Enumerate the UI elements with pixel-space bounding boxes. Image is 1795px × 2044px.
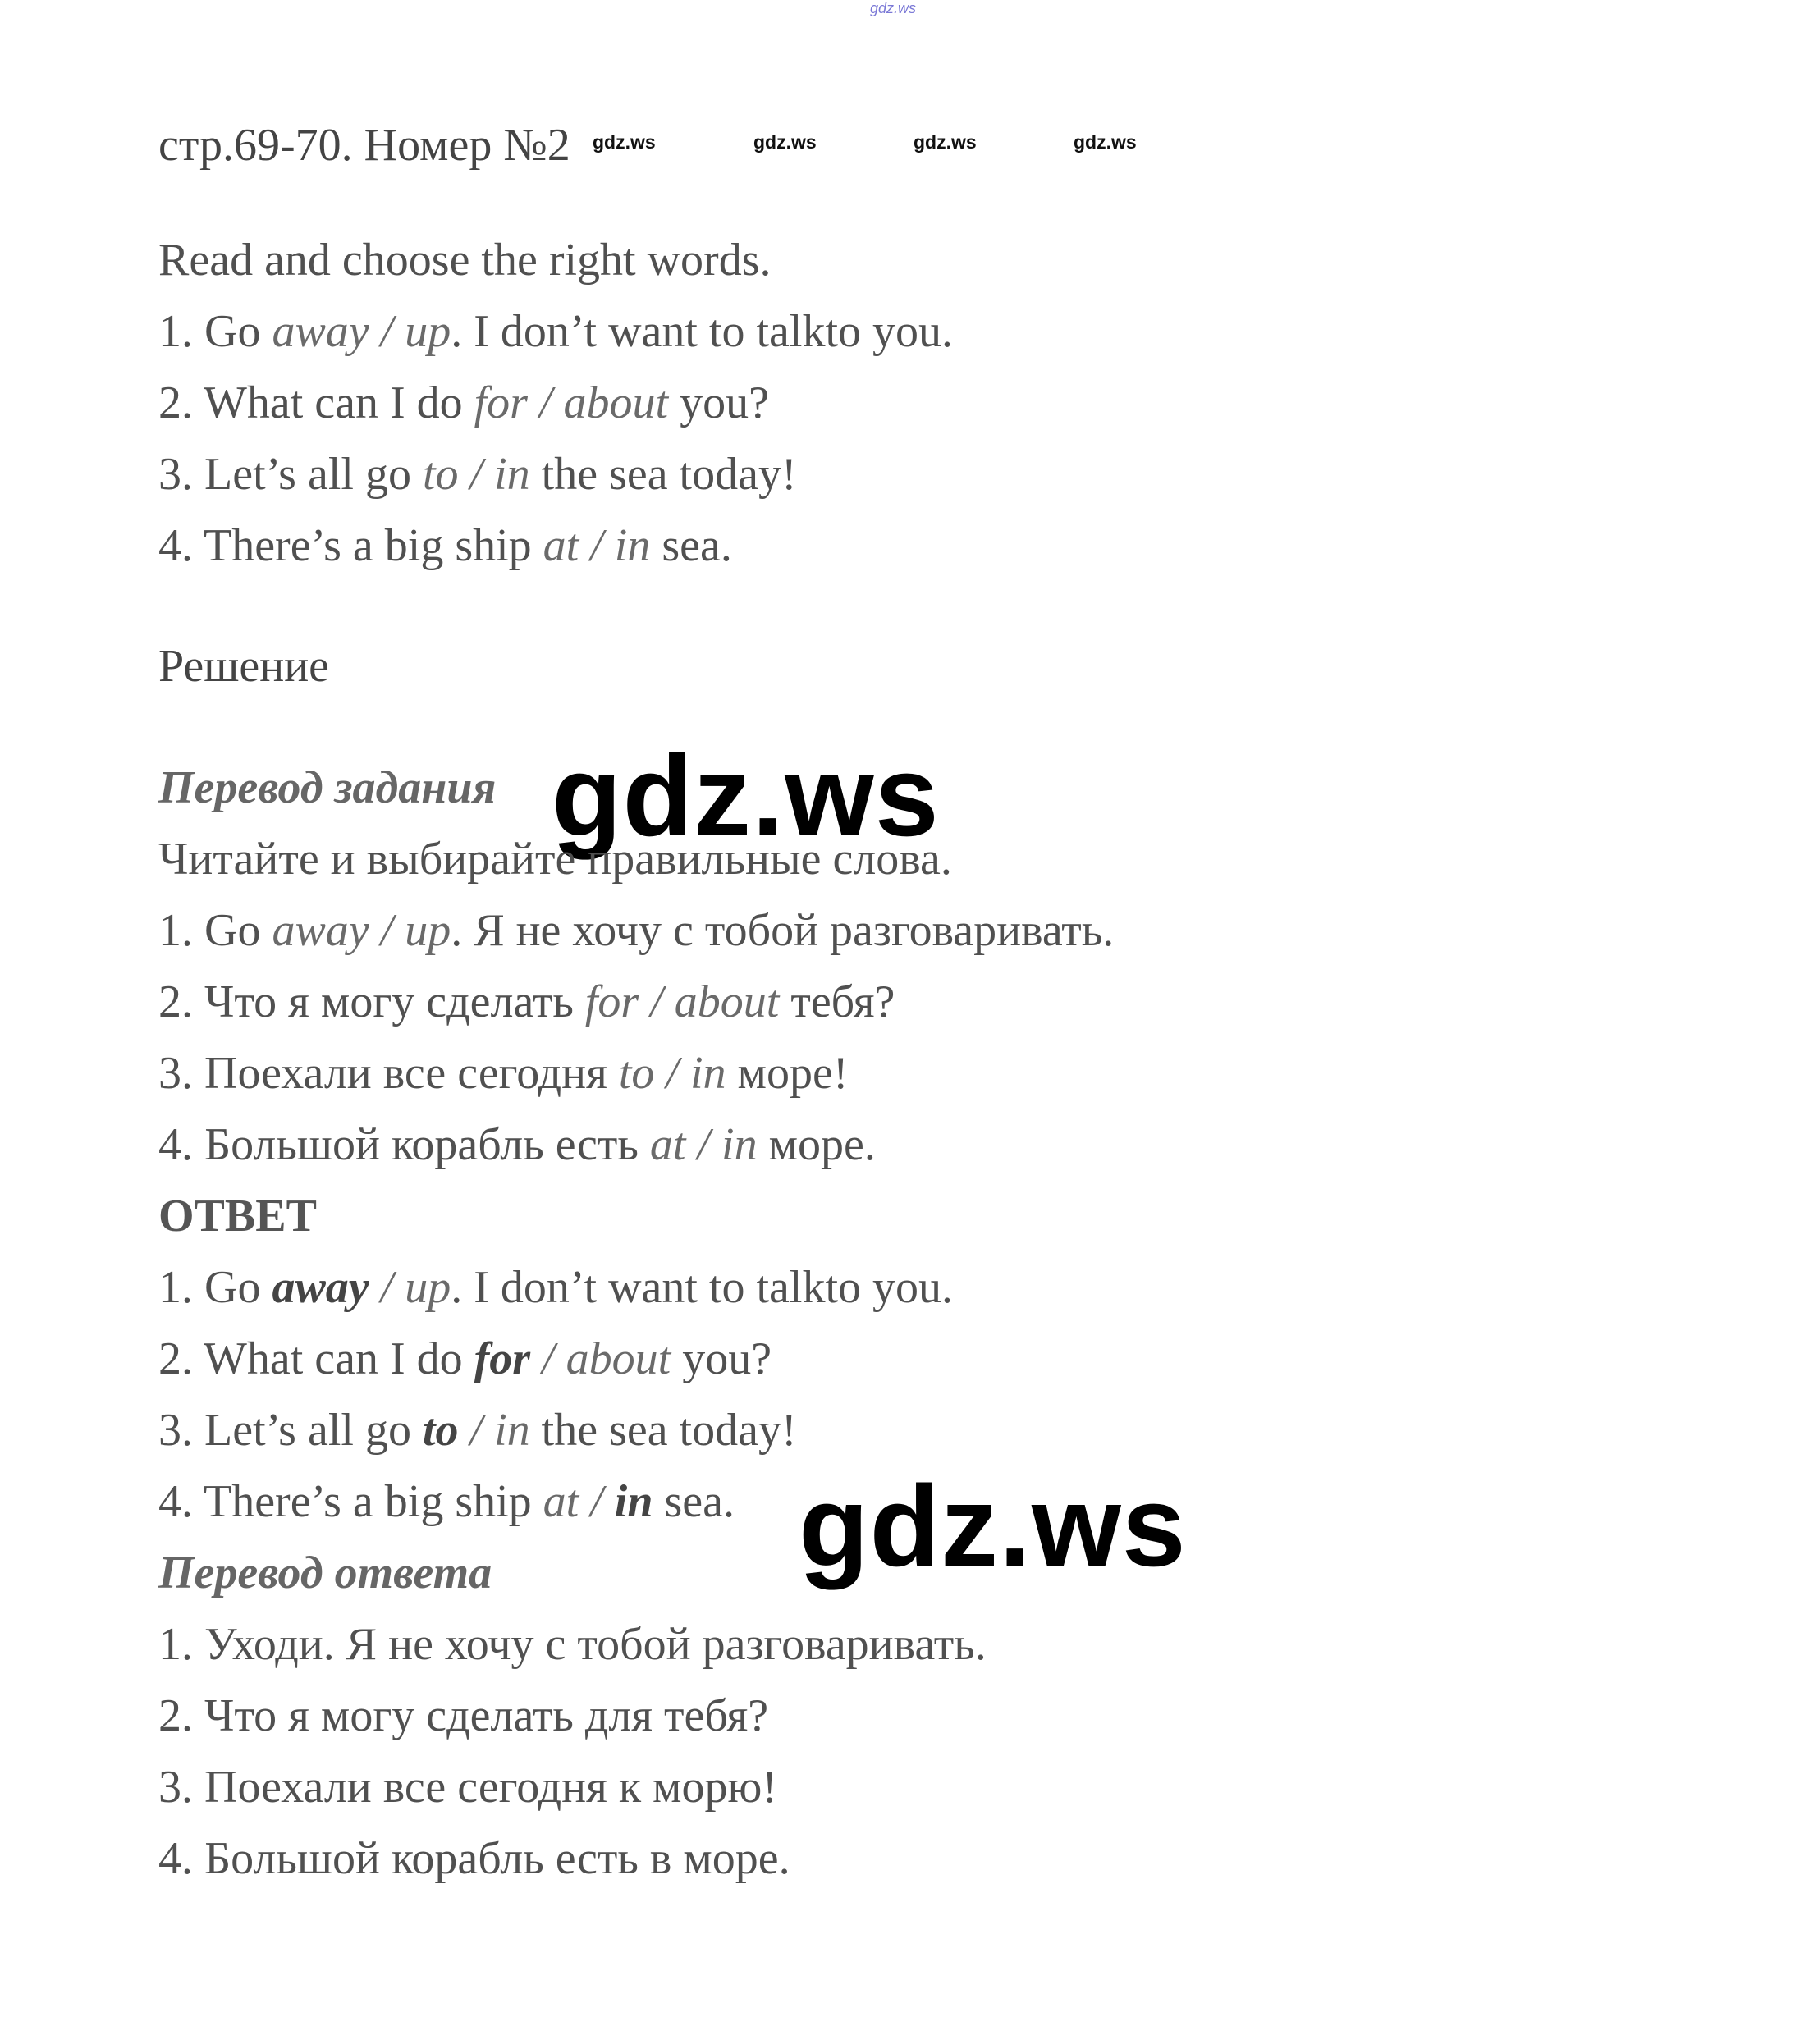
translation-item: 4. Большой корабль есть at / in море. [158,1119,876,1170]
task-instruction: Read and choose the right words. [158,235,772,286]
answer-item: 2. What can I do for / about you? [158,1333,772,1384]
top-watermark: gdz.ws [870,0,917,16]
small-watermark: gdz.ws [593,131,656,153]
answer-item: 4. There’s a big ship at / in sea. [158,1476,735,1527]
task-item: 1. Go away / up. I don’t want to talkto you. [158,306,954,357]
task-item: 4. There’s a big ship at / in sea. [158,520,732,571]
small-watermark: gdz.ws [753,131,817,153]
translation-item: 3. Поехали все сегодня to / in море! [158,1048,849,1099]
translation-answer-item: 2. Что я могу сделать для тебя? [158,1690,769,1741]
small-watermark: gdz.ws [914,131,977,153]
translation-answer-item: 4. Большой корабль есть в море. [158,1833,790,1884]
translation-task-heading: Перевод задания [158,762,497,813]
task-item: 2. What can I do for / about you? [158,377,769,428]
translation-answer-heading: Перевод ответа [158,1548,492,1598]
answer-item: 1. Go away / up. I don’t want to talkto you. [158,1262,954,1313]
task-item: 3. Let’s all go to / in the sea today! [158,449,797,500]
translation-instruction: Читайте и выбирайте правильные слова. [158,834,952,885]
big-watermark: gdz.ws [799,1461,1187,1590]
big-watermark: gdz.ws [552,731,940,860]
answer-heading: ОТВЕТ [158,1191,317,1241]
solution-label: Решение [158,641,330,692]
translation-item: 2. Что я могу сделать for / about тебя? [158,976,895,1027]
translation-item: 1. Go away / up. Я не хочу с тобой разговаривать. [158,905,1115,956]
page-title: стр.69-70. Номер №2 [158,120,570,171]
translation-answer-item: 3. Поехали все сегодня к морю! [158,1762,777,1813]
small-watermark: gdz.ws [1074,131,1137,153]
translation-answer-item: 1. Уходи. Я не хочу с тобой разговаривать. [158,1619,987,1670]
answer-item: 3. Let’s all go to / in the sea today! [158,1405,797,1456]
